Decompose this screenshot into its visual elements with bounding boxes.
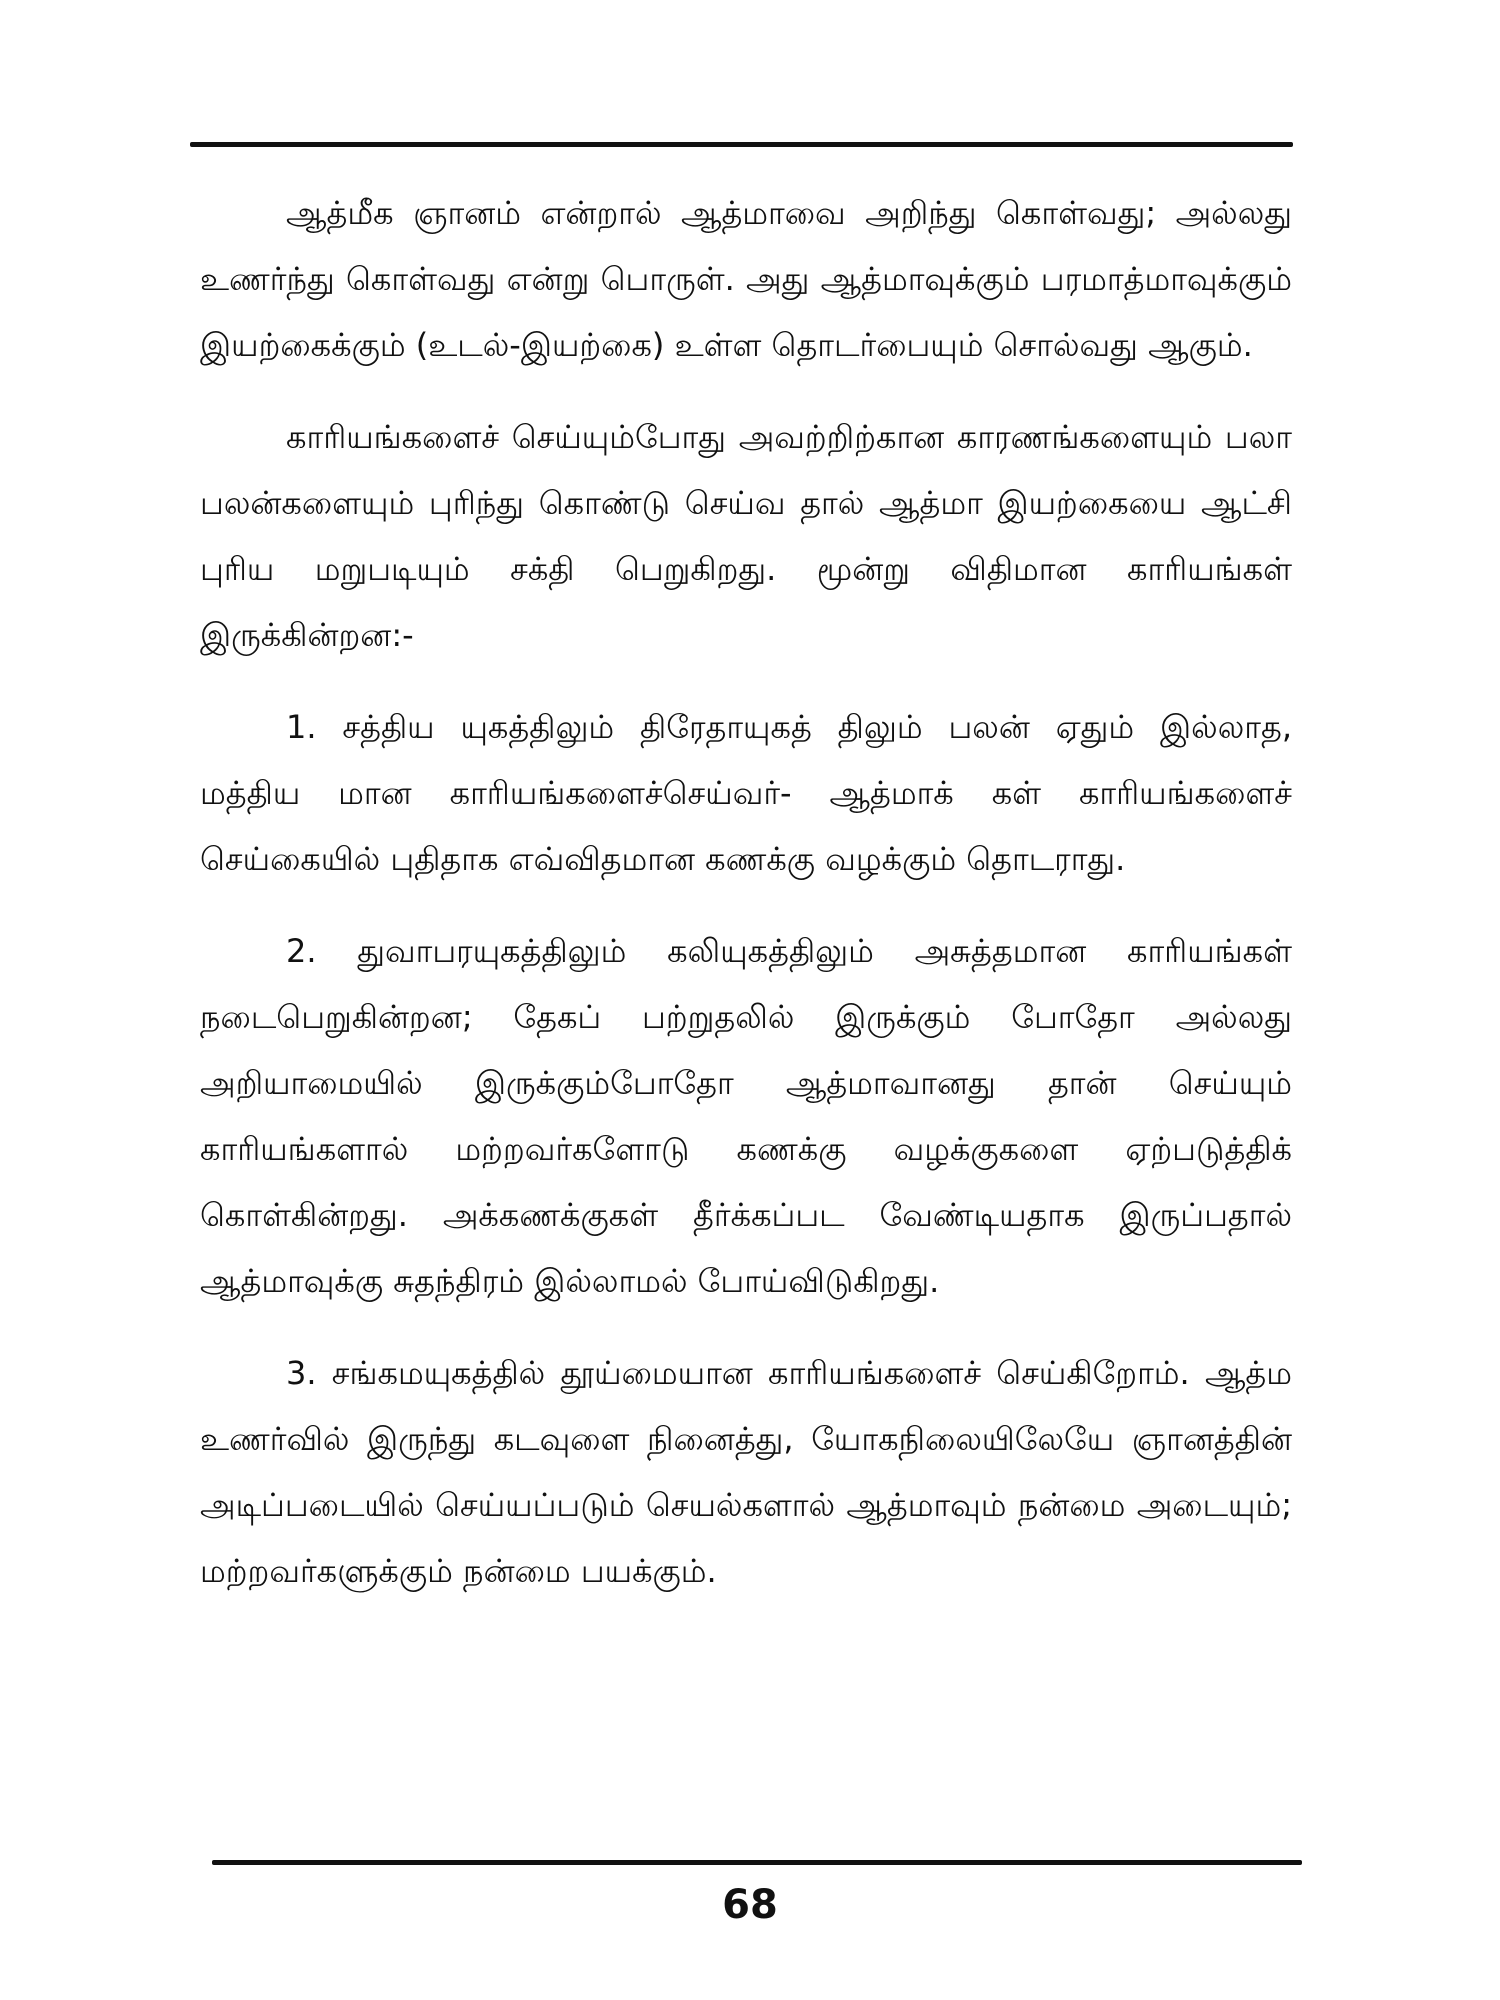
top-rule bbox=[190, 142, 1293, 147]
bottom-rule bbox=[212, 1860, 1302, 1865]
paragraph-5: 3. சங்கமயுகத்தில் தூய்மையான காரியங்களைச் செய்கிறோம். ஆத்ம உணர்வில் இருந்து கடவுளை நினைத்து, யோகநிலையிலேயே ஞானத்தின் அடிப்படையில் செய்யப்படும் செயல்களால் ஆத்மாவும் நன்மை அடையும்; மற்றவர்களுக்கும் நன்மை பயக்கும். bbox=[200, 1354, 1293, 1590]
paragraph-2: காரியங்களைச் செய்யும்போது அவற்றிற்கான காரணங்களையும் பலா பலன்களையும் புரிந்து கொண்டு செய்வ தால் ஆத்மா இயற்கையை ஆட்சி புரிய மறுபடியும் சக்தி பெறுகிறது. மூன்று விதிமான காரியங்கள் இருக்கின்றன:- bbox=[200, 418, 1292, 654]
paragraph-1: ஆத்மீக ஞானம் என்றால் ஆத்மாவை அறிந்து கொள்வது; அல்லது உணர்ந்து கொள்வது என்று பொருள். அது ஆத்மாவுக்கும் பரமாத்மாவுக்கும் இயற்கைக்கும் (உடல்-இயற்கை) உள்ள தொடர்பையும் சொல்வது ஆகும். bbox=[200, 194, 1292, 364]
page-body bbox=[200, 180, 1292, 1604]
page-number: 68 bbox=[722, 1882, 778, 1928]
paragraph-4: 2. துவாபரயுகத்திலும் கலியுகத்திலும் அசுத்தமான காரியங்கள் நடைபெறுகின்றன; தேகப் பற்றுதலில் இருக்கும் போதோ அல்லது அறியாமையில் இருக்கும்போதோ ஆத்மாவானது தான் செய்யும் காரியங்களால் மற்றவர்களோடு கணக்கு வழக்குகளை ஏற்படுத்திக் கொள்கின்றது. அக்கணக்குகள் தீர்க்கப்பட வேண்டியதாக இருப்பதால் ஆத்மாவுக்கு சுதந்திரம் இல்லாமல் போய்விடுகிறது. bbox=[200, 932, 1292, 1300]
paragraph-3: 1. சத்திய யுகத்திலும் திரேதாயுகத் திலும் பலன் ஏதும் இல்லாத, மத்திய மான காரியங்களைச்செய்வர்- ஆத்மாக் கள் காரியங்களைச் செய்கையில் புதிதாக எவ்விதமான கணக்கு வழக்கும் தொடராது. bbox=[200, 708, 1292, 878]
